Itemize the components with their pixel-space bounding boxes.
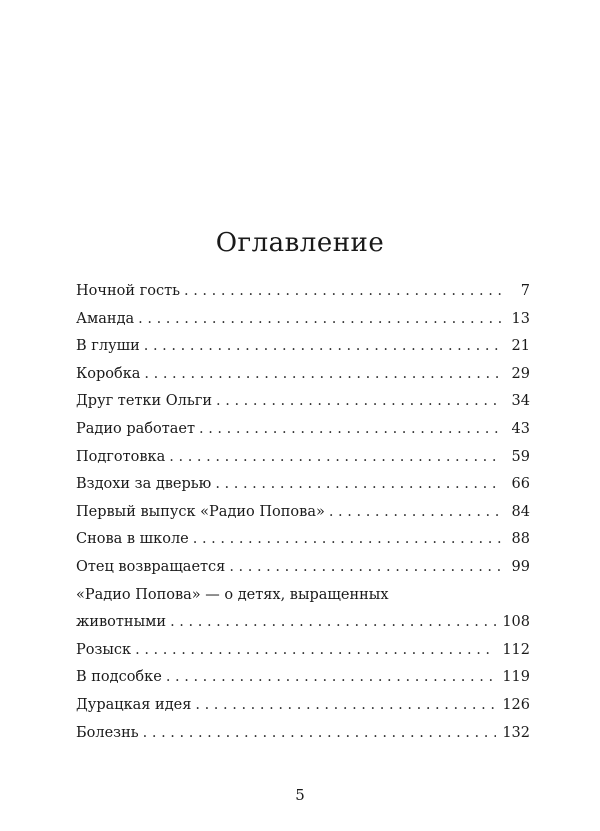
toc-entry-label: Ночной гость xyxy=(76,283,180,299)
toc-entry-label: Снова в школе xyxy=(76,531,189,548)
toc-leader-dots xyxy=(143,725,497,741)
toc-entry xyxy=(76,559,530,587)
toc-entry xyxy=(76,669,530,697)
toc-entry-page: 7 xyxy=(520,283,530,299)
toc-entry xyxy=(76,449,530,477)
toc-entry-page: 132 xyxy=(502,724,530,741)
toc-entry xyxy=(76,283,530,311)
toc-entry xyxy=(76,421,530,449)
toc-leader-dots xyxy=(144,366,502,382)
toc-entry xyxy=(76,697,530,725)
toc-entry-label: Радио работает xyxy=(76,420,195,437)
toc-entry-label: В глуши xyxy=(76,338,140,355)
toc-entry-label: В подсобке xyxy=(76,669,162,686)
toc-entry-page: 59 xyxy=(511,448,530,465)
toc-leader-dots xyxy=(138,311,502,327)
toc-entry-page: 108 xyxy=(502,614,530,631)
toc-entry-label: Вздохи за дверью xyxy=(76,476,212,493)
table-of-contents xyxy=(76,283,530,752)
toc-entry-label: Болезнь xyxy=(76,724,139,741)
toc-entry-page: 84 xyxy=(511,503,530,520)
toc-entry-label: Первый выпуск «Радио Попова» xyxy=(76,503,325,520)
toc-entry-page: 126 xyxy=(502,696,530,713)
toc-leader-dots xyxy=(193,531,502,547)
toc-entry-page: 13 xyxy=(511,310,530,327)
toc-leader-dots xyxy=(329,504,502,520)
toc-entry-page: 66 xyxy=(511,476,530,493)
toc-entry xyxy=(76,366,530,394)
toc-entry-page: 119 xyxy=(502,669,530,686)
page-number: 5 xyxy=(295,786,305,804)
toc-entry-page: 34 xyxy=(511,393,530,410)
toc-entry-page: 99 xyxy=(511,558,530,575)
toc-leader-dots xyxy=(199,421,502,437)
toc-entry-label: Друг тетки Ольги xyxy=(76,393,213,410)
toc-entry-page: 21 xyxy=(511,338,530,355)
toc-leader-dots xyxy=(229,559,502,575)
toc-entry-label: Аманда xyxy=(76,310,135,327)
toc-leader-dots xyxy=(195,697,496,713)
toc-entry xyxy=(76,504,530,532)
toc-entry xyxy=(76,393,530,421)
toc-entry xyxy=(76,338,530,366)
toc-entry xyxy=(76,476,530,504)
toc-entry-label: Дурацкая идея xyxy=(76,696,192,713)
toc-entry-page: 112 xyxy=(502,641,530,658)
toc-entry xyxy=(76,642,530,670)
toc-leader-dots xyxy=(144,338,502,354)
toc-entry-label-line1: «Радио Попова» — о детях, выращенных xyxy=(76,586,389,603)
toc-entry-page: 88 xyxy=(511,531,530,548)
toc-leader-dots xyxy=(169,449,502,465)
toc-leader-dots xyxy=(166,669,497,685)
toc-leader-dots xyxy=(170,614,496,630)
toc-entry-first-line xyxy=(76,587,530,615)
toc-entry-page: 43 xyxy=(511,420,530,437)
toc-leader-dots xyxy=(184,283,502,299)
toc-entry-label: животными xyxy=(76,614,167,631)
toc-entry xyxy=(76,614,530,642)
toc-entry-label: Коробка xyxy=(76,365,141,382)
toc-title: Оглавление xyxy=(215,228,385,258)
toc-entry-label: Подготовка xyxy=(76,448,166,465)
toc-entry xyxy=(76,531,530,559)
toc-entry xyxy=(76,311,530,339)
toc-leader-dots xyxy=(215,476,502,492)
toc-entry-label: Отец возвращается xyxy=(76,558,226,575)
toc-entry-page: 29 xyxy=(511,365,530,382)
toc-entry xyxy=(76,725,530,753)
toc-leader-dots xyxy=(135,642,496,658)
toc-leader-dots xyxy=(216,393,502,409)
toc-entry-label: Розыск xyxy=(76,641,132,658)
